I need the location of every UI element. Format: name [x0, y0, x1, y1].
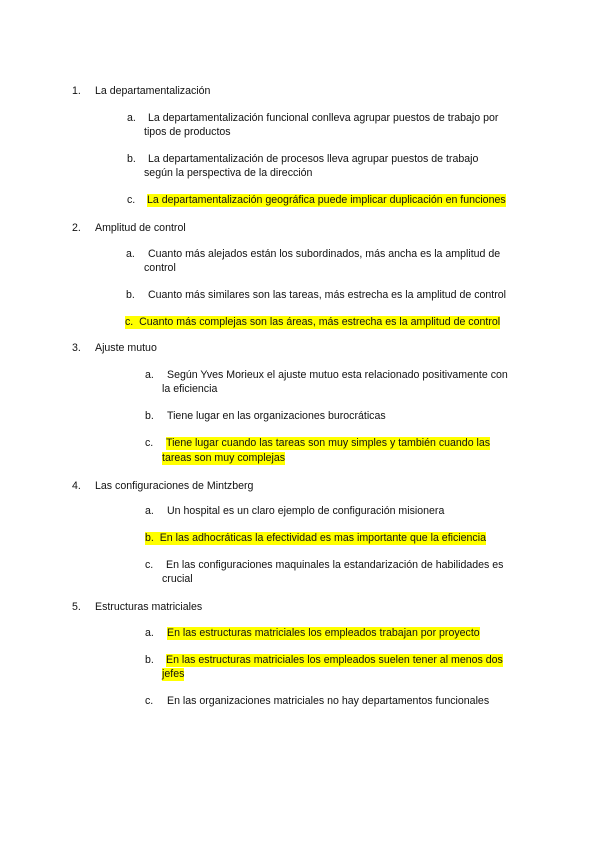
item-text-cont: control	[144, 262, 176, 274]
item-letter: c.	[127, 194, 136, 206]
item-text: Un hospital es un claro ejemplo de configuración misionera	[167, 505, 445, 517]
item-text: Cuanto más alejados están los subordinados, más ancha es la amplitud de	[148, 248, 501, 260]
item-text: Tiene lugar en las organizaciones burocráticas	[167, 410, 386, 422]
item-text-highlighted: En las estructuras matriciales los empleados suelen tener al menos dos	[166, 654, 503, 666]
section-title: Amplitud de control	[95, 222, 186, 234]
item-text-highlighted-cont: tareas son muy complejas	[162, 452, 286, 464]
item-text-highlighted: Cuanto más complejas son las áreas, más estrecha es la amplitud de control	[139, 316, 501, 328]
section-title: Ajuste mutuo	[95, 342, 157, 354]
item-letter: b.	[127, 153, 136, 165]
item-text-cont: crucial	[162, 573, 193, 585]
item-text-highlighted: Tiene lugar cuando las tareas son muy simples y también cuando las	[166, 437, 491, 449]
item-letter: a.	[127, 112, 136, 124]
item-letter: b.	[126, 289, 135, 301]
item-text: La departamentalización de procesos lleva agrupar puestos de trabajo	[148, 153, 479, 165]
item-text-highlighted: En las adhocráticas la efectividad es mas importante que la eficiencia	[159, 532, 486, 544]
item-text: En las configuraciones maquinales la estandarización de habilidades es	[166, 559, 504, 571]
item-text-cont: tipos de productos	[144, 126, 231, 138]
highlighted-item	[145, 532, 486, 545]
item-letter: b.	[145, 532, 154, 544]
section-number: 3.	[72, 342, 81, 354]
item-text-highlighted-cont: jefes	[162, 668, 185, 680]
item-text-highlighted: La departamentalización geográfica puede implicar duplicación en funciones	[147, 194, 506, 206]
section-title: Estructuras matriciales	[95, 601, 203, 613]
item-letter: a.	[126, 248, 135, 260]
item-text: Según Yves Morieux el ajuste mutuo esta relacionado positivamente con	[167, 369, 508, 381]
item-text-cont: según la perspectiva de la dirección	[144, 167, 313, 179]
item-text: Cuanto más similares son las tareas, más estrecha es la amplitud de control	[148, 289, 506, 301]
section-number: 2.	[72, 222, 81, 234]
item-letter: a.	[145, 369, 154, 381]
item-text-highlighted: En las estructuras matriciales los empleados trabajan por proyecto	[167, 627, 480, 639]
section-number: 5.	[72, 601, 81, 613]
item-letter: b.	[145, 410, 154, 422]
section-title: La departamentalización	[95, 85, 211, 97]
section-title: Las configuraciones de Mintzberg	[95, 480, 254, 492]
section-number: 4.	[72, 480, 81, 492]
item-letter: b.	[145, 654, 154, 666]
item-text: En las organizaciones matriciales no hay departamentos funcionales	[167, 695, 490, 707]
item-text-cont: la eficiencia	[162, 383, 218, 395]
item-letter: c.	[145, 559, 154, 571]
item-text: La departamentalización funcional conlleva agrupar puestos de trabajo por	[148, 112, 499, 124]
item-letter: a.	[145, 505, 154, 517]
item-letter: c.	[125, 316, 134, 328]
section-number: 1.	[72, 85, 81, 97]
item-letter: a.	[145, 627, 154, 639]
item-letter: c.	[145, 437, 154, 449]
item-letter: c.	[145, 695, 154, 707]
highlighted-item	[125, 316, 500, 329]
